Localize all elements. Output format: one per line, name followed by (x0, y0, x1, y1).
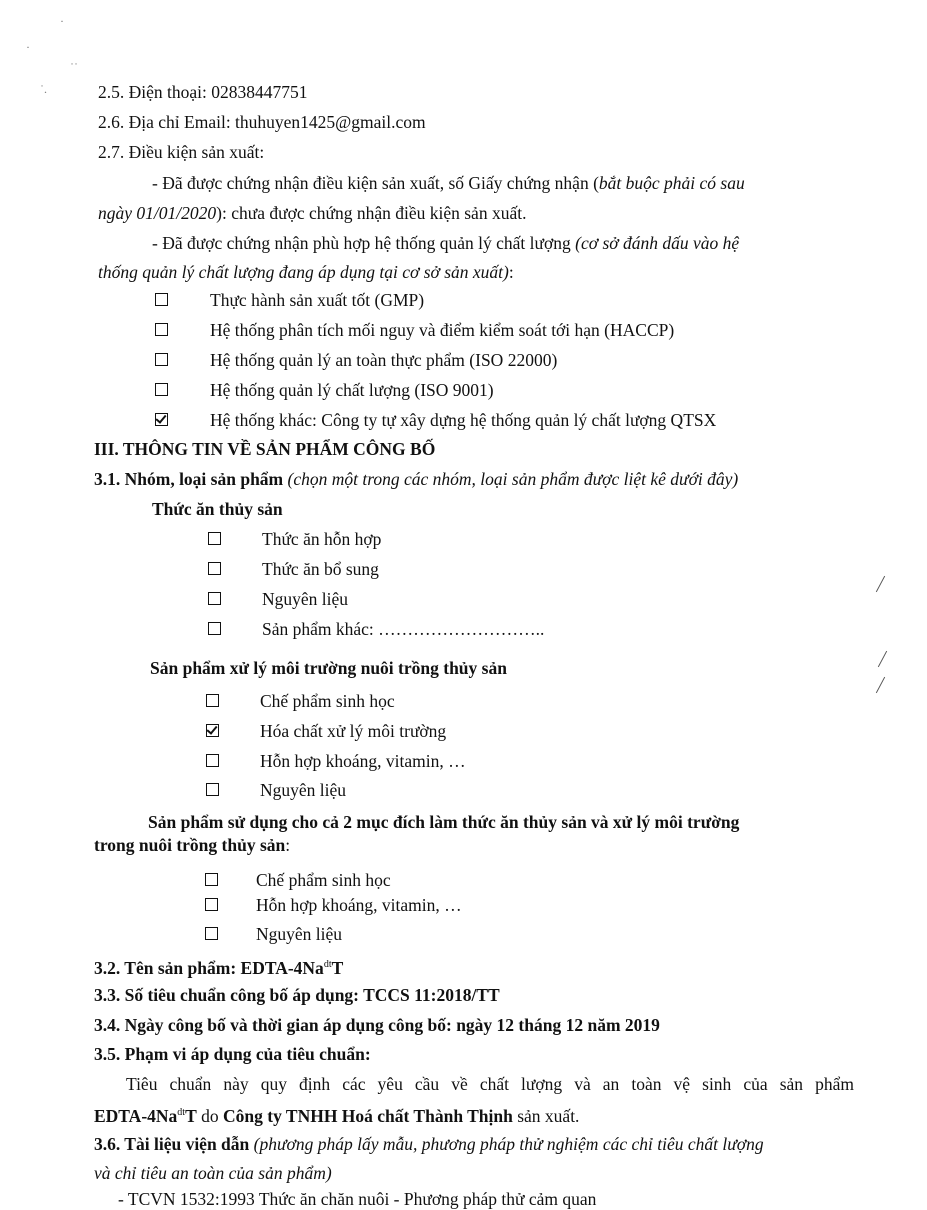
checkbox-icon[interactable] (208, 562, 221, 575)
checkbox-icon[interactable] (208, 592, 221, 605)
product-group-line: 3.1. Nhóm, loại sản phẩm (chọn một trong các nhóm, loại sản phẩm được liệt kê dưới đây) (94, 469, 739, 489)
checkbox-icon[interactable] (155, 353, 168, 366)
publish-date-line: 3.4. Ngày công bố và thời gian áp dụng công bố: ngày 12 tháng 12 năm 2019 (94, 1015, 660, 1035)
references-line-1: 3.6. Tài liệu viện dẫn (phương pháp lấy mẫu, phương pháp thử nghiệm các chỉ tiêu chất lượng (94, 1134, 764, 1154)
certification-line-1: - Đã được chứng nhận điều kiện sản xuất, số Giấy chứng nhận (bắt buộc phải có sau (152, 173, 745, 193)
checkbox-icon[interactable] (155, 323, 168, 336)
references-line-2: và chỉ tiêu an toàn của sản phẩm) (94, 1163, 332, 1183)
scan-speck: · (60, 14, 64, 28)
product-name-line: 3.2. Tên sản phẩm: EDTA-$4Na^{dt}T$ (94, 957, 344, 978)
phone-line: 2.5. Điện thoại: 02838447751 (98, 82, 308, 102)
both-group-title-1: Sản phẩm sử dụng cho cả 2 mục đích làm thức ăn thủy sản và xử lý môi trường (148, 812, 740, 832)
checkbox-icon[interactable] (206, 694, 219, 707)
checkbox-icon[interactable] (208, 622, 221, 635)
margin-mark (878, 651, 887, 667)
checkbox-icon[interactable] (205, 873, 218, 886)
scan-speck: ˙˙ (70, 60, 78, 74)
checkbox-icon[interactable] (155, 383, 168, 396)
conditions-line: 2.7. Điều kiện sản xuất: (98, 142, 265, 162)
checkbox-icon[interactable] (205, 927, 218, 940)
env-group-title: Sản phẩm xử lý môi trường nuôi trồng thủy sản (150, 658, 507, 678)
feed-group-title: Thức ăn thủy sản (152, 499, 283, 519)
section-3-heading: III. THÔNG TIN VỀ SẢN PHẨM CÔNG BỐ (94, 439, 436, 459)
qms-line-1: - Đã được chứng nhận phù hợp hệ thống quản lý chất lượng (cơ sở đánh dấu vào hệ (152, 233, 740, 253)
qms-line-2: thống quản lý chất lượng đang áp dụng tại cơ sở sản xuất): (98, 262, 514, 282)
checkbox-icon[interactable] (206, 754, 219, 767)
scan-speck: ˙. (40, 82, 47, 96)
scan-speck: · (26, 40, 30, 54)
scope-text-2: EDTA-$4Na^{dt}T$ do Công ty TNHH Hoá chất Thành Thịnh sản xuất. (94, 1105, 580, 1126)
certification-line-2: ngày 01/01/2020): chưa được chứng nhận điều kiện sản xuất. (98, 203, 527, 223)
references-cut-line: - TCVN 1532:1993 Thức ăn chăn nuôi - Phương pháp thử cảm quan (118, 1189, 597, 1209)
checkbox-icon[interactable] (208, 532, 221, 545)
checkbox-checked-icon[interactable] (206, 724, 219, 737)
checkbox-icon[interactable] (206, 783, 219, 796)
both-group-title-2: trong nuôi trồng thủy sản: (94, 835, 291, 855)
margin-mark (876, 576, 885, 592)
document-page: · · ˙˙ ˙. 2.5. Điện thoại: 02838447751 2.6. Địa chỉ Email: thuhuyen1425@gmail.com 2.7. Điều kiện sản xuất: - Đã được chứng nhận điều kiện sản xuất, số Giấy chứng nhận (bắt buộc phải có sau ngày 01/01/2020): chưa được chứng nhận điều kiện sản xuất. - Đã được chứng nhận phù hợp hệ thống quản lý chất lượng (cơ sở đánh dấu vào hệ thống quản lý chất lượng đang áp dụng tại cơ sở sản xuất): Thực hành sản xuất tốt (GMP) Hệ thống phân tích mối nguy và điểm kiểm soát tới hạn (HACCP) Hệ thống quản lý an toàn thực phẩm (ISO 22000) Hệ thống quản lý chất lượng (ISO 9001) Hệ thống khác: Công ty tự xây dựng hệ thống quản lý chất lượng QTSX III. THÔNG TIN VỀ SẢN PHẨM CÔNG BỐ 3.1. Nhóm, loại sản phẩm (chọn một trong các nhóm, loại sản phẩm được liệt kê dưới đây) Thức ăn thủy sản Thức ăn hỗn hợp Thức ăn bổ sung Nguyên liệu Sản phẩm khác: ……………………….. Sản phẩm xử lý môi trường nuôi trồng thủy sản Chế phẩm sinh học Hóa chất xử lý môi trường Hỗn hợp khoáng, vitamin, … Nguyên liệu Sản phẩm sử dụng cho cả 2 mục đích làm thức ăn thủy sản và xử lý môi trường trong nuôi trồng thủy sản: Chế phẩm sinh học Hỗn hợp khoáng, vitamin, … Nguyên liệu 3.2. Tên sản phẩm: EDTA-$4Na^{dt}T$ 3.3. Số tiêu chuẩn công bố áp dụng: TCCS 11:2018/TT 3.4. Ngày công bố và thời gian áp dụng công bố: ngày 12 tháng 12 năm 2019 3.5. Phạm vi áp dụng của tiêu chuẩn: Tiêu chuẩn này quy định các yêu cầu về chất lượng và an toàn vệ sinh của sản phẩm EDTA-$4Na^{dt}T$ do Công ty TNHH Hoá chất Thành Thịnh sản xuất. 3.6. Tài liệu viện dẫn (phương pháp lấy mẫu, phương pháp thử nghiệm các chỉ tiêu chất lượng và chỉ tiêu an toàn của sản phẩm) - TCVN 1532:1993 Thức ăn chăn nuôi - Phương pháp thử cảm quan (0, 0, 927, 1200)
standard-line: 3.3. Số tiêu chuẩn công bố áp dụng: TCCS 11:2018/TT (94, 985, 500, 1005)
email-line: 2.6. Địa chỉ Email: thuhuyen1425@gmail.com (98, 112, 426, 132)
scope-heading: 3.5. Phạm vi áp dụng của tiêu chuẩn: (94, 1044, 371, 1064)
checkbox-icon[interactable] (205, 898, 218, 911)
checkbox-checked-icon[interactable] (155, 413, 168, 426)
scope-text-1: Tiêu chuẩn này quy định các yêu cầu về chất lượng và an toàn vệ sinh của sản phẩm (126, 1074, 854, 1094)
checkbox-icon[interactable] (155, 293, 168, 306)
margin-mark (876, 677, 885, 693)
